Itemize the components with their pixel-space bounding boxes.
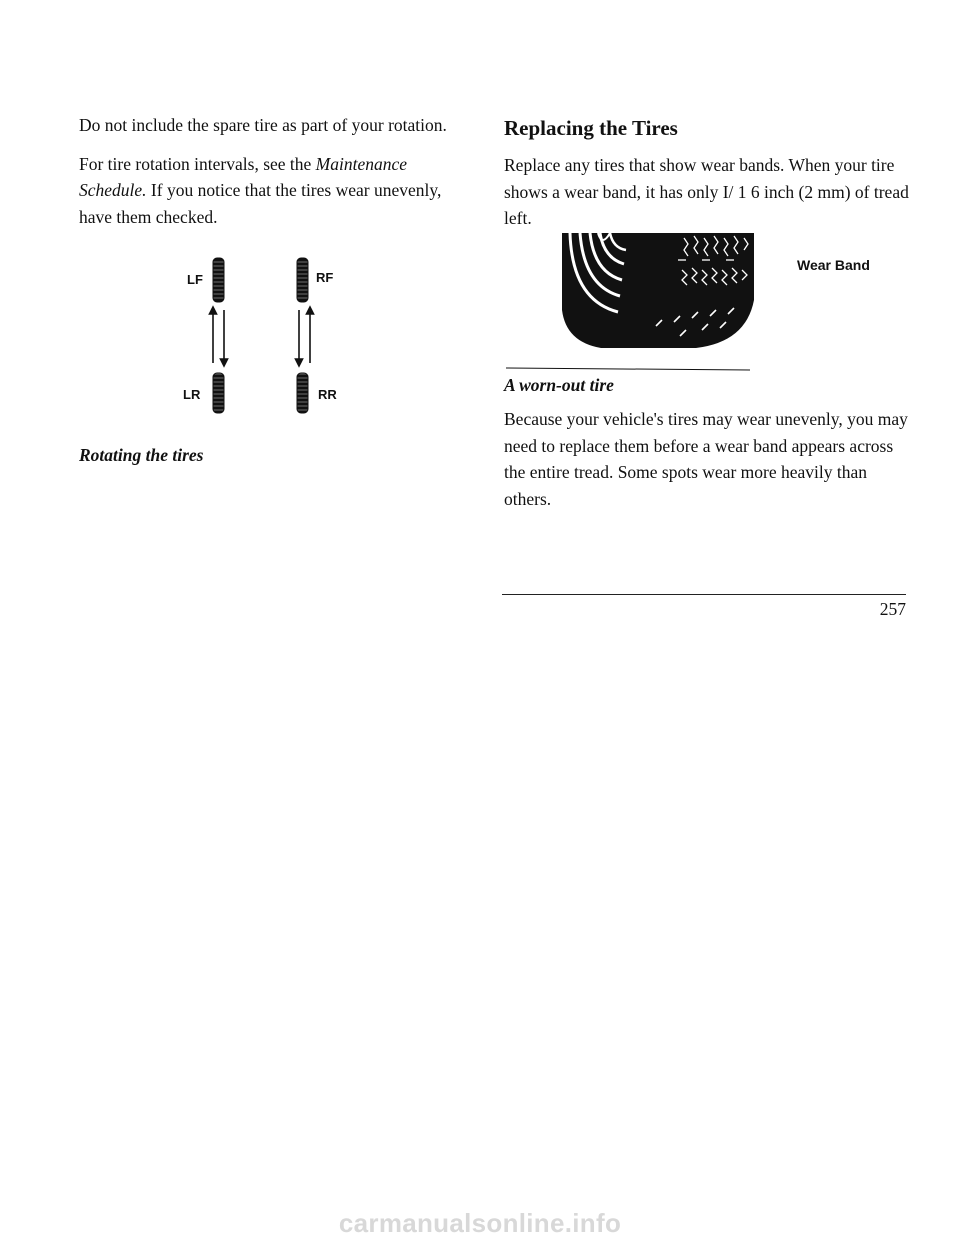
spare-tire-note: Do not include the spare tire as part of your rotation. [79,115,447,135]
worn-tire-illustration [506,230,886,376]
footer-rule [502,594,906,595]
label-rf: RF [316,270,334,285]
worn-tire-caption: A worn-out tire [504,375,614,395]
rotation-interval-text: For tire rotation intervals, see the Maintenance Schedule. If you notice that the tires wear unevenly, have them checked. [79,153,442,227]
right-column [504,114,909,232]
label-lr: LR [183,387,201,402]
tire-lr-icon [213,373,224,413]
rotating-tires-caption: Rotating the tires [79,445,204,465]
section-heading: Replacing the Tires [504,116,678,140]
label-rr: RR [318,387,337,402]
maintenance-schedule-reference: Maintenance Schedule. [79,153,408,200]
wear-band-label: Wear Band [797,257,870,273]
page-number: 257 [879,599,906,619]
watermark: carmanualsonline.info [338,1208,622,1238]
wear-band-intro: Replace any tires that show wear bands. When your tire shows a wear band, it has only I/ 1 6 inch (2 mm) of tread left. [504,155,909,228]
tire-rf-icon [297,258,308,302]
left-column [79,112,449,230]
uneven-wear-text: Because your vehicle's tires may wear unevenly, you may need to replace them before a wear band appears across the entire tread. Some spots wear more heavily than others. [504,409,908,509]
label-lf: LF [187,272,203,287]
tire-lf-icon [213,258,224,302]
tire-rotation-diagram [175,248,355,418]
tire-rr-icon [297,373,308,413]
